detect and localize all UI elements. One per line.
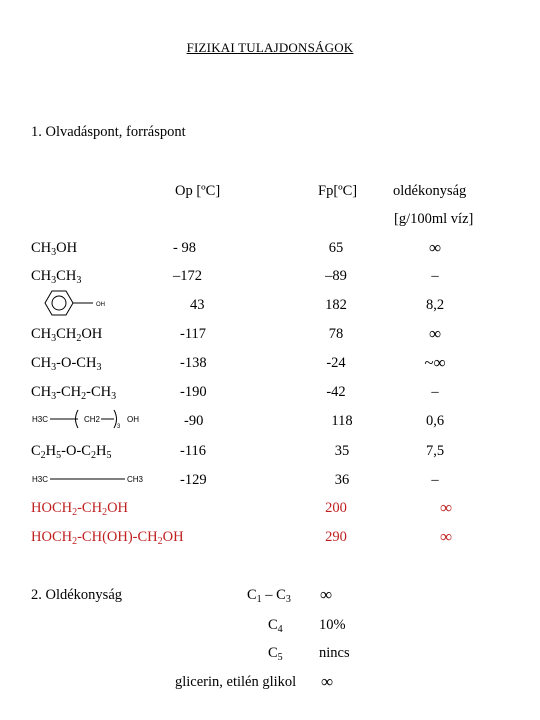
- section-1-heading: 1. Olvadáspont, forráspont: [31, 124, 186, 140]
- solubility-value-glycerin: ∞: [321, 672, 334, 691]
- compound-name-ethane: $CH_3CH_3$: [31, 268, 82, 286]
- melting-point: -190: [180, 384, 207, 400]
- solubility-value: 7,5: [425, 443, 445, 459]
- solubility-value: 0,6: [425, 413, 445, 429]
- solubility-value: ~∞: [424, 353, 446, 372]
- melting-point: - 98: [173, 240, 196, 256]
- header-solubility: oldékonyság: [393, 183, 467, 199]
- compound-name-ethanol: $CH_3CH_2OH$: [31, 326, 103, 344]
- pentane-structure: [32, 470, 162, 488]
- boiling-point: -42: [326, 384, 346, 400]
- boiling-point: 78: [328, 326, 344, 342]
- melting-point: -90: [184, 413, 204, 429]
- compound-name-dimethyl-ether: $CH_3-O-CH_3$: [31, 355, 102, 373]
- boiling-point: –89: [325, 268, 347, 284]
- solubility-label-c4: $C_4$: [268, 617, 283, 635]
- butanol-subscript-label: 3: [117, 424, 121, 430]
- solubility-value: ∞: [428, 324, 442, 343]
- melting-point: –172: [173, 268, 202, 284]
- melting-point: -129: [180, 472, 207, 488]
- solubility-value: ∞: [439, 527, 453, 546]
- boiling-point: 182: [325, 297, 347, 313]
- boiling-point: 36: [334, 472, 350, 488]
- phenol-oh-label: OH: [96, 302, 105, 308]
- compound-name-propane: $CH_3-CH_2-CH_3$: [31, 384, 117, 402]
- compound-name-methanol: $CH_3OH$: [31, 240, 78, 258]
- boiling-point: 118: [331, 413, 353, 429]
- boiling-point: -24: [326, 355, 346, 371]
- solubility-value: –: [431, 268, 439, 284]
- solubility-value: –: [431, 472, 439, 488]
- section-2-heading: 2. Oldékonyság: [31, 587, 123, 603]
- compound-name-ethylene-glycol: $HOCH_2-CH_2OH$: [31, 500, 129, 518]
- solubility-value: ∞: [428, 238, 442, 257]
- butanol-structure: [32, 408, 162, 430]
- solubility-value-c5: nincs: [319, 645, 350, 661]
- butanol-h3c-label: H3C: [32, 415, 49, 424]
- header-solubility-unit: [g/100ml víz]: [394, 211, 474, 227]
- solubility-value: ∞: [439, 498, 453, 517]
- compound-name-glycerol: $HOCH_2-CH(OH)-CH_2OH$: [31, 529, 184, 547]
- solubility-label-c1-c3: $C_1 - C_3$: [247, 587, 291, 605]
- butanol-oh-label: OH: [127, 415, 139, 424]
- page-title: FIZIKAI TULAJDONSÁGOK: [186, 40, 354, 55]
- solubility-label-c5: $C_5$: [268, 645, 283, 663]
- boiling-point: 65: [328, 240, 344, 256]
- butanol-ch2-label: CH2: [84, 415, 101, 424]
- solubility-value-c1-c3: ∞: [320, 585, 333, 604]
- solubility-value: 8,2: [425, 297, 445, 313]
- boiling-point: 200: [325, 500, 347, 516]
- solubility-label-glycerin: glicerin, etilén glikol: [175, 674, 297, 690]
- melting-point: 43: [190, 297, 205, 313]
- header-op: Op [ºC]: [175, 183, 221, 199]
- boiling-point: 290: [325, 529, 347, 545]
- pentane-ch3-label: CH3: [127, 475, 144, 484]
- phenol-structure: [33, 288, 113, 318]
- compound-name-diethyl-ether: $C_2H_5-O-C_2H_5$: [31, 443, 112, 461]
- header-fp: Fp[ºC]: [318, 183, 358, 199]
- solubility-value-c4: 10%: [319, 617, 346, 633]
- melting-point: -116: [180, 443, 207, 459]
- boiling-point: 35: [334, 443, 350, 459]
- melting-point: -138: [180, 355, 207, 371]
- pentane-h3c-label: H3C: [32, 475, 49, 484]
- solubility-value: –: [431, 384, 439, 400]
- melting-point: -117: [180, 326, 207, 342]
